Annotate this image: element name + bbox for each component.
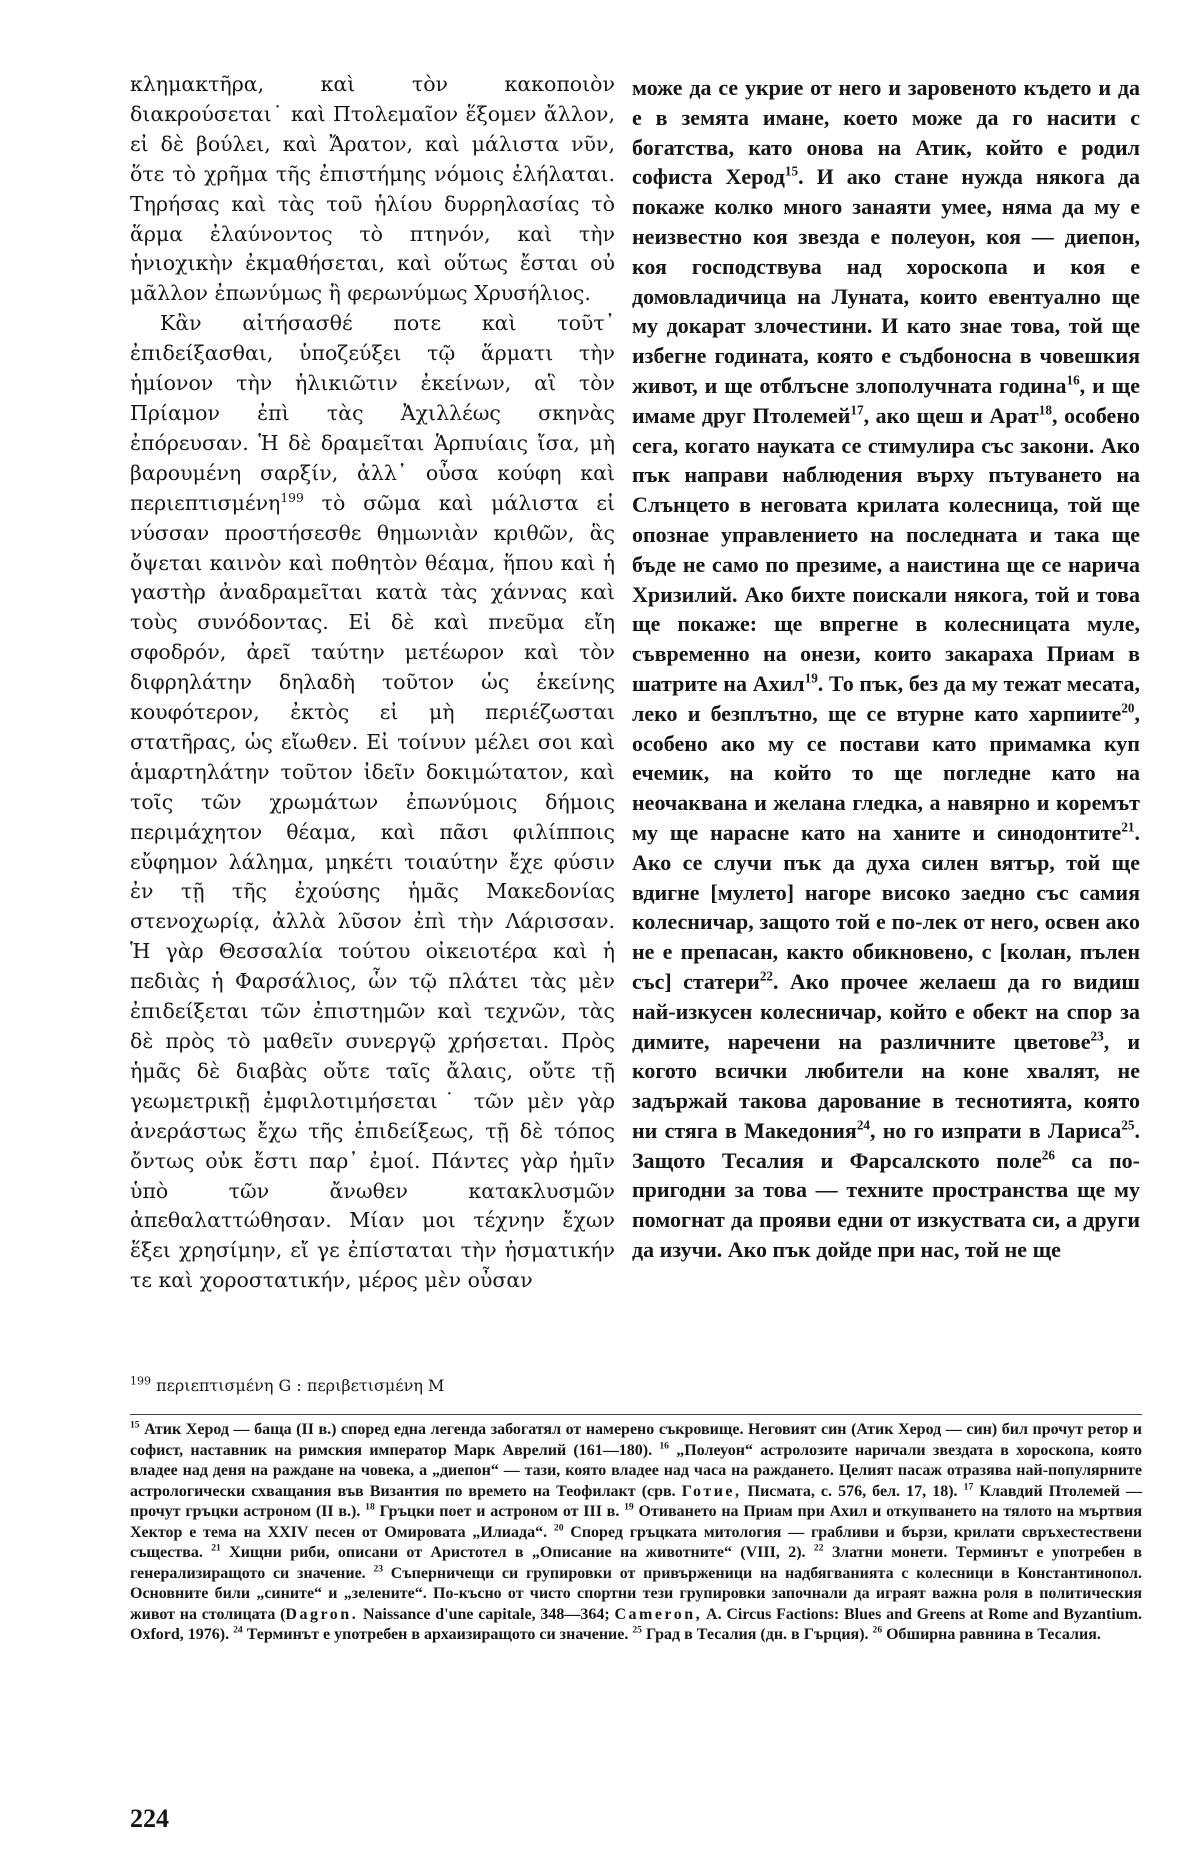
translation-text: , ако щеш и Арат — [863, 402, 1039, 428]
translation-text: , но го изпрати в Лариса — [870, 1117, 1122, 1143]
footnote-number: 21 — [211, 1542, 221, 1554]
footnote-text: Град в Тесалия (дн. в Гърция). — [645, 1626, 869, 1643]
footnote-text: Хищни риби, описани от Аристотел в „Описание на животните“ (VIII, 2). — [229, 1544, 806, 1561]
footnote-text: Обширна равнина в Тесалия. — [886, 1626, 1101, 1643]
translation-text: . Защото Тесалия и Фарсалското поле — [632, 1117, 1140, 1173]
apparatus-marker: 199 — [280, 490, 304, 505]
footnote-text: Според гръцката митология — грабливи и бързи, крилати свръхестествени същества. — [130, 1523, 1143, 1561]
footnote-number: 16 — [659, 1440, 669, 1452]
footnote-text: „Полеуон“ астролозите наричали звездата в хороскопа, която владее над деня на раждане на човека, а „диепон“ — тази, която владее над часа на раждането. Целият пасаж отразява най-популярните астрологически схващания във Византия по времето на Теофилакт (срв. — [130, 1441, 1143, 1500]
footnote-number: 22 — [813, 1542, 824, 1554]
footnote-author: Dagron. — [285, 1605, 359, 1623]
greek-paragraph — [130, 309, 615, 1296]
translation-text: . И ако стане нужда някога да покаже колко много занаяти умее, няма да му е неизвестно коя звезда е полеуон, коя — диепон, коя господствува над хороскопа и коя е домовладичица на Луната, които евентуално ще му докарат злочестини. И като знае това, той ще избегне годината, която е съдбоносна в човешкия живот, и ще отблъсне злополучната година — [632, 164, 1141, 398]
footnote-text: Клавдий Птолемей — прочут гръцки астроном (II в.). — [130, 1482, 1143, 1520]
apparatus-number: 199 — [130, 1374, 151, 1388]
page-number: 224 — [130, 1804, 169, 1833]
greek-text: τὸ σῶμα καὶ μάλιστα εἰ νύσσαν προστήσεσθε θημωνιὰν κριθῶν, ἃς ὄψεται καινὸν καὶ ποθητὸν θέαμα, ἥπου καὶ ἡ γαστὴρ ἀναδραμεῖται κατὰ τὰς χάννας καὶ τοὺς συνόδοντας. Εἰ δὲ καὶ πνεῦμα εἴη σφοδρόν, ἀρεῖ ταύτην μετέωρον καὶ τὸν διφρηλάτην δηλαδὴ τοῦτον ὡς ἐκείνης κουφότερον, ἐκτὸς εἰ μὴ περιέζωσται στατῆρας, ὡς εἴωθεν. Εἰ τοίνυν μέλει σοι καὶ ἁμαρτηλάτην τοῦτον ἰδεῖν δοκιμώτατον, καὶ τοῖς τῶν χρωμάτων ἐπωνύμοις δήμοις περιμάχητον θέαμα, καὶ πᾶσι φιλίπποις εὔφημον λάλημα, μηκέτι τοιαύτην ἔχε φύσιν ἐν τῇ τῆς ἐχούσης ἡμᾶς Μακεδονίας στενοχωρίᾳ, ἀλλὰ λῦσον ἐπὶ τὴν Λάρισσαν. Ἡ γὰρ Θεσσαλία τούτου οἰκειοτέρα καὶ ἡ πεδιὰς ἡ Φαρσάλιος, ὧν τῷ πλάτει τὰς μὲν ἐπιδείξεται τῶν ἐπιστημῶν καὶ τεχνῶν, τὰς δὲ πρὸς τὸ μαθεῖν συνεργῷ χρήσεται. Πρὸς ἡμᾶς δὲ διαβὰς οὔτε ταῖς ἄλαις, οὔτε τῇ γεωμετρικῇ ἐμφιλοτιμήσεται˙ τῶν μὲν γὰρ ἀνεράστως ἔχω τῆς ἐπιδείξεως, τῇ δὲ τόπος ὄντως οὐκ ἔστι παρ᾽ ἐμοί. Πάντες γὰρ ἡμῖν ὑπὸ τῶν ἄνωθεν κατακλυσμῶν ἀπεθαλαττώθησαν. Μίαν μοι τέχνην ἔχων ἕξει χρησίμην, εἴ γε ἐπίσταται τὴν ἠσματικήν τε καὶ χοροστατικήν, μέρος μὲν οὖσαν — [130, 490, 615, 1293]
footnote-25 — [632, 1626, 868, 1643]
footnote-number: 19 — [624, 1501, 634, 1513]
bulgarian-translation-column — [632, 73, 1140, 1265]
translation-text: . То пък, без да му тежат месата, леко и безплътно, ще се втурне като харпиите — [632, 670, 1140, 726]
translation-text: са по-пригодни за това — техните пространства ще му помогнат да прояви едни от изкуствата си, а други да изучи. Ако пък дойде при нас, той не ще — [632, 1147, 1140, 1263]
footnote-ref: 26 — [1041, 1147, 1055, 1163]
footnote-26 — [873, 1626, 1101, 1643]
footnote-text: A. Circus Factions: Blues and Greens at Rome and Byzantium. Oxford, 1976). — [130, 1605, 1143, 1643]
footnote-number: 18 — [365, 1501, 375, 1513]
footnote-ref: 20 — [1121, 700, 1135, 716]
translation-text: , и когото всички любители на коне хвалят, не задържай такова дарование в теснотията, която ни стяга в Македония — [632, 1028, 1140, 1143]
footnote-text: Терминът е употребен в архаизиращото си значение. — [246, 1626, 629, 1643]
footnote-author: Cameron, — [614, 1605, 703, 1623]
footnote-text: Съперничещи си групировки от привърженици на надбягванията с колесници в Константинопол. Основните били „сините“ и „зелените“. По-късно от чисто спортни тези групировки започнали да играят важна роля в политическия живот на столицата ( — [130, 1564, 1143, 1623]
greek-paragraph: κλημακτῆρα, καὶ τὸν κακοποιὸν διακρούσεται˙ καὶ Πτολεμαῖον ἕξομεν ἄλλον, εἰ δὲ βούλει, καὶ Ἄρατον, καὶ μάλιστα νῦν, ὅτε τὸ χρῆμα τῆς ἐπιστήμης νόμοις ἐλήλαται. Τηρήσας καὶ τὰς τοῦ ἡλίου δυρρηλασίας τὸ ἅρμα ἐλαύνοντος τὸ πτηνόν, καὶ τὴν ἡνιοχικὴν ἐκμαθήσεται, καὶ οὕτως ἔσται οὐ μᾶλλον ἐπωνύμως ἢ φερωνύμως Χρυσήλιος. — [130, 72, 615, 306]
footnote-text: Атик Херод — баща (II в.) според една легенда забогатял от намерено съкровище. Неговият син (Атик Херод — син) бил прочут ретор и софист, наставник на римския император Марк Аврелий (161—180). — [130, 1421, 1143, 1459]
footnote-ref: 23 — [1090, 1028, 1104, 1044]
footnote-block — [130, 1420, 1142, 1646]
footnote-text: Naissance d'une capitale, 348—364; — [358, 1605, 610, 1623]
footnote-number: 17 — [963, 1481, 974, 1493]
footnote-number: 24 — [233, 1624, 243, 1636]
footnote-ref: 24 — [856, 1117, 871, 1133]
apparatus-text: περιεπτισμένη G : περιβετισμένη M — [156, 1376, 445, 1395]
translation-text: може да се укрие от него и заровеното където и да е в земята имане, което може да го насити с богатства, като онова на Атик, който е родил софиста Херод — [632, 75, 1140, 190]
footnote-text: Писмата, с. 576, бел. 17, 18). — [747, 1482, 958, 1500]
footnote-ref: 16 — [1066, 372, 1080, 388]
translation-text: . Ако прочее желаеш да го видиш най-изкусен колесничар, който е обект на спор за димите, наречени на различните цветове — [632, 968, 1140, 1054]
translation-text: , и ще имаме друг Птолемей — [632, 372, 1141, 428]
footnote-24 — [233, 1626, 628, 1643]
translation-text: . Ако се случи пък да духа силен вятър, той ще вдигне [мулето] нагоре високо заедно със самия колесничар, защото той е по-лек от него, освен ако не е препасан, както обикновено, с [колан, пълен със] статери — [632, 819, 1140, 994]
footnote-number: 23 — [373, 1563, 384, 1575]
footnote-ref: 21 — [1121, 819, 1135, 835]
footnote-ref: 19 — [804, 670, 818, 686]
footnote-number: 15 — [130, 1419, 140, 1431]
footnote-text: Отиването на Приам при Ахил и откупването на тялото на мъртвия Хектор е тема на XXIV песен от Омировата „Илиада“. — [130, 1503, 1143, 1541]
footnote-ref: 15 — [784, 164, 799, 180]
footnote-18 — [365, 1503, 619, 1520]
translation-paragraph — [632, 73, 1140, 1265]
translation-text: , особено сега, когато науката се стимулира със закони. Ако пък направи наблюдения върху пътуването на Слънцето в неговата крилата колесница, той ще опознае управлението на последната и така ще бъде не само по презиме, а наистина ще се нарича Хризилий. Ако бихте поискали някога, той и това ще покаже: ще впрегне в колесницата муле, съвременно на онези, които закараха Приам в шатрите на Ахил — [632, 402, 1140, 696]
footnote-text: Златни монети. Терминът е употребен в генерализиращото си значение. — [130, 1544, 1143, 1582]
footnote-ref: 25 — [1121, 1117, 1135, 1133]
footnote-author: Готие, — [681, 1482, 742, 1500]
footnotes — [130, 1420, 1142, 1646]
footnote-number: 26 — [872, 1624, 883, 1636]
footnote-text: Гръцки поет и астроном от III в. — [379, 1503, 620, 1520]
translation-text: , особено ако му се постави като примамка куп ечемик, на който то ще погледне като на неочаквана и желана гледка, а навярно и коремът му ще нарасне като на ханите и синодонтите — [632, 700, 1140, 845]
footnote-ref: 22 — [759, 968, 774, 984]
critical-apparatus — [130, 1376, 620, 1396]
footnote-number: 20 — [553, 1522, 564, 1534]
greek-text: Κἂν αἰτήσασθέ ποτε καὶ τοῦτ᾽ ἐπιδείξασθαι, ὑποζεύξει τῷ ἅρματι τὴν ἡμίονον τὴν ἡλικιῶτιν ἐκείνων, αἳ τὸν Πρίαμον ἐπὶ τὰς Ἀχιλλέως σκηνὰς ἐπόρευσαν. Ἡ δὲ δραμεῖται Ἁρπυίαις ἴσα, μὴ βαρουμένη σαρξίν, ἀλλ᾽ οὖσα κούφη καὶ περιεπτισμένη — [130, 311, 615, 515]
greek-text-column — [130, 70, 615, 1296]
footnote-ref: 17 — [850, 402, 864, 418]
footnote-ref: 18 — [1038, 402, 1052, 418]
footnote-divider — [130, 1414, 1142, 1415]
footnote-number: 25 — [632, 1624, 642, 1636]
footnote-21 — [211, 1544, 805, 1561]
